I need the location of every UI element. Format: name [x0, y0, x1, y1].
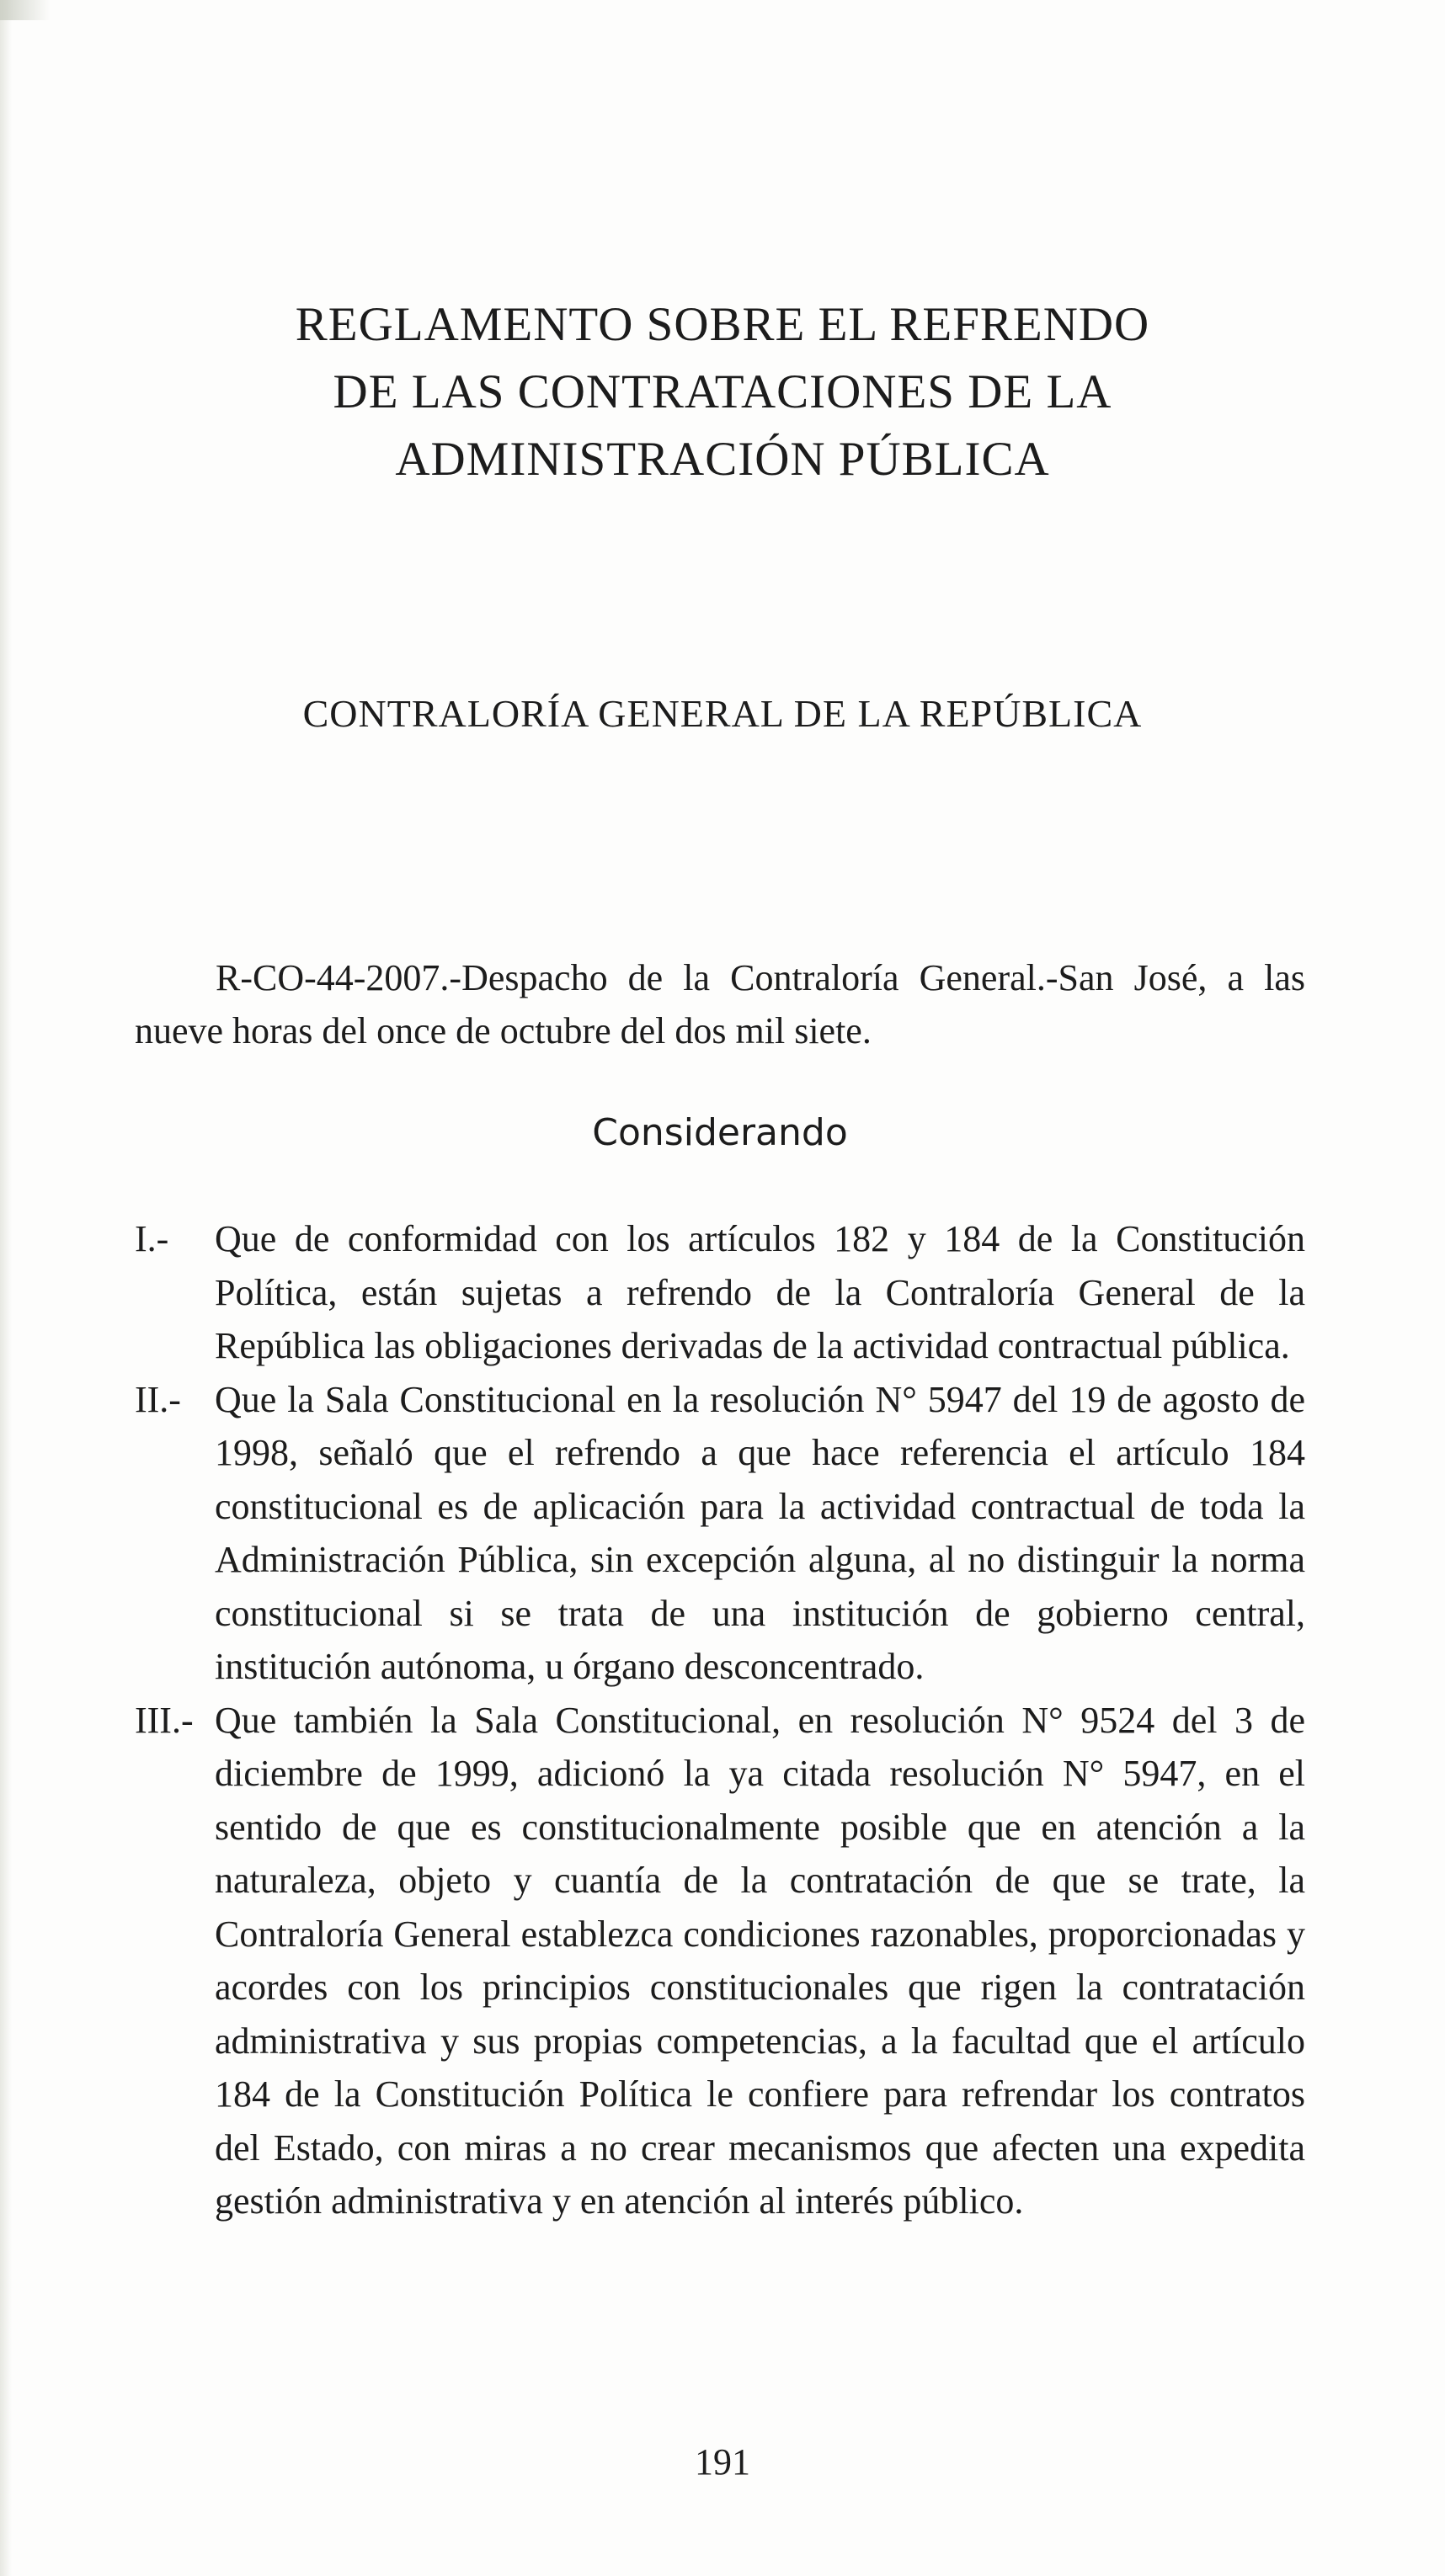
considerando-list [135, 1212, 1305, 2228]
title-line-3: ADMINISTRACIÓN PÚBLICA [395, 433, 1050, 486]
scan-corner-mark [0, 0, 51, 20]
list-item [135, 1694, 1305, 2228]
document-title [168, 291, 1277, 493]
title-line-1: REGLAMENTO SOBRE EL REFRENDO [295, 298, 1150, 351]
intro-paragraph: R-CO-44-2007.-Despacho de la Contraloría General.-San José, a las nueve horas del once de octubre del dos mil siete. [135, 957, 1305, 1051]
item-number: III.- [135, 1699, 194, 1741]
page-number: 191 [695, 2441, 750, 2483]
scan-edge-shadow [0, 0, 12, 2576]
considerando-heading: Considerando [592, 1111, 848, 1154]
list-item [135, 1373, 1305, 1694]
item-number: I.- [135, 1218, 169, 1259]
item-text: Que también la Sala Constitucional, en resolución N° 9524 del 3 de diciembre de 1999, adicionó la ya citada resolución N° 5947, en el sentido de que es constitucionalmente posible que en atención a la naturaleza, objeto y cuantía de la contratación de que se trate, la Contraloría General establezca condiciones razonables, proporcionadas y acordes con los principios constitucionales que rigen la contratación administrativa y sus propias competencias, a la facultad que el artículo 184 de la Constitución Política le confiere para refrendar los contratos del Estado, con miras a no crear mecanismos que afecten una expedita gestión administrativa y en atención al interés público. [215, 1699, 1305, 2222]
item-text: Que de conformidad con los artículos 182 y 184 de la Constitución Política, están sujetas a refrendo de la Contraloría General de la República las obligaciones derivadas de la actividad contractual pública. [215, 1218, 1305, 1366]
item-number: II.- [135, 1378, 181, 1420]
list-item [135, 1212, 1305, 1373]
title-line-2: DE LAS CONTRATACIONES DE LA [333, 365, 1112, 418]
item-text: Que la Sala Constitucional en la resolución N° 5947 del 19 de agosto de 1998, señaló que el refrendo a que hace referencia el artículo 184 constitucional es de aplicación para la actividad contractual de toda la Administración Pública, sin excepción alguna, al no distinguir la norma constitucional si se trata de una institución de gobierno central, institución autónoma, u órgano desconcentrado. [215, 1378, 1305, 1687]
issuing-authority: CONTRALORÍA GENERAL DE LA REPÚBLICA [302, 692, 1143, 735]
